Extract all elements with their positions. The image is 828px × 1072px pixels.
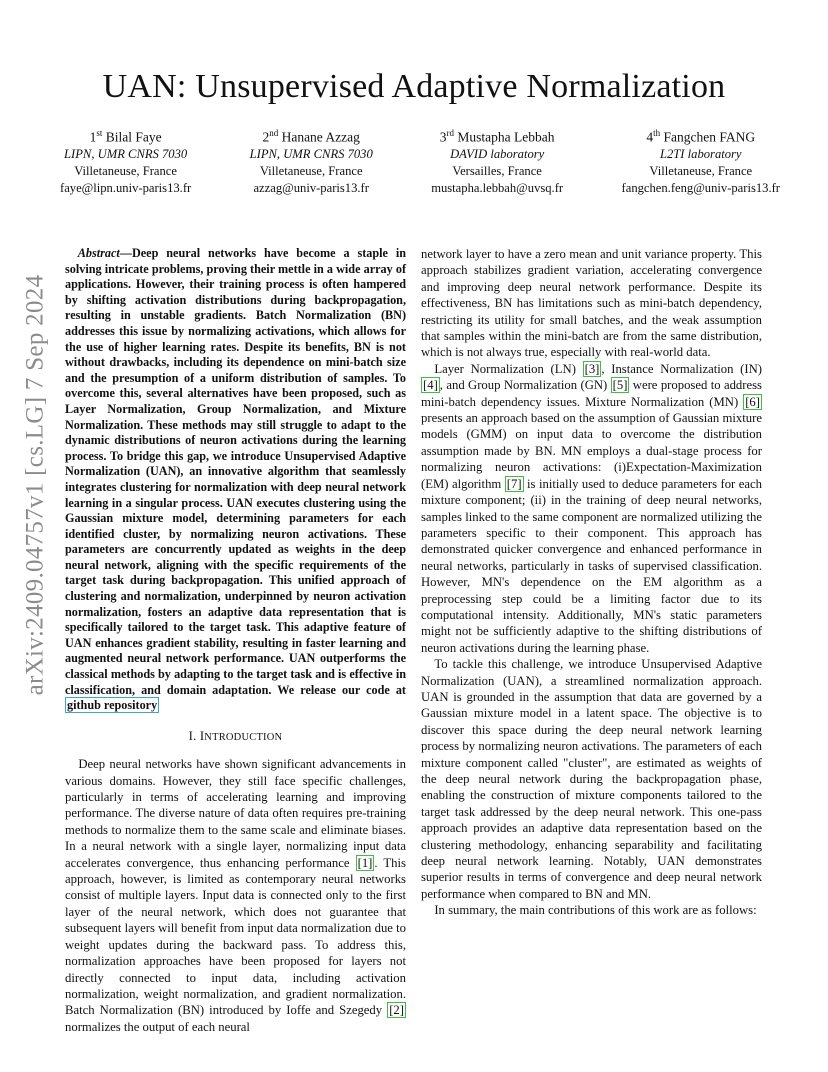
intro-paragraph-1: Deep neural networks have shown significant advancements in various domains. However, they still face specific challenges, particularly in terms of accelerating learning and improving performance. The diverse nature of data often requires pre-training methods to normalize them to the same scale and eliminate biases. In a neural network with a single layer, normalizing input data accelerates convergence, thus enhancing performance [1] . This approach, however, is limited as contemporary neural networks consist of multiple layers. Input data is connected only to the first layer of the neural network, which does not guarantee that subsequent layers will benefit from input data normalization due to weight updates during the backward pass. To address this, normalization approaches have been proposed for layers not directly connected to input data, including activation normalization, weight normalization, and gradient normalization. Batch Normalization (BN) introduced by Ioffe and Szegedy [2] normalizes the output of each neural xyxy=(65,757,406,1034)
intro-paragraph-1-continued: network layer to have a zero mean and unit variance property. This approach stabilizes gradient variation, accelerating convergence and improving deep neural network performance. Despite its effectiveness, BN has limitations such as mini-batch dependency, restricting its utility for small batches, and the weak assumption that samples within the mini-batch are from the same distribution, which is not always true, especially with real-world data. xyxy=(421,247,762,360)
intro-paragraph-4: In summary, the main contributions of this work are as follows: xyxy=(434,903,757,918)
author-name: Mustapha Lebbah xyxy=(457,129,555,145)
author-block xyxy=(60,125,780,197)
author-4: 4th Fangchen FANG L2TI laboratory Villetaneuse, France fangchen.feng@univ-paris13.fr xyxy=(621,128,780,195)
intro-paragraph-2: Layer Normalization (LN) [3] , Instance Normalization (IN) [4] , and Group Normalization (GN) [5] were proposed to address mini-batch dependency issues. Mixture Normalization (MN) [6] presents an approach based on the assumption of Gaussian mixture models (GMM) on input data to overcome the distribution assumption made by BN. MN employs a dual-stage process for normalizing neuron activations: (i)Expectation-Maximization (EM) algorithm [7] is initially used to deduce parameters for each mixture component; (ii) in the training of deep neural networks, samples linked to the same component are normalized utilizing the parameters specific to their component. This approach has demonstrated quicker convergence and enhanced performance in neural networks, particularly in tasks of supervised classification. However, MN's dependence on the EM algorithm as a preprocessing step could be a limiting factor due to its computational intensity. Additionally, MN's static parameters might not be sufficiently adaptive to the shifting distributions of neuron activations during the learning phase. xyxy=(421,361,762,655)
abstract-label: Abstract xyxy=(77,246,120,260)
arxiv-side-stamp xyxy=(21,274,48,696)
arxiv-id: arXiv:2409.04757v1 [cs.LG] 7 Sep 2024 xyxy=(21,274,48,696)
abstract-text: —Deep neural networks have become a staple in solving intricate problems, proving their mettle in a wide array of applications. However, their training process is often hampered by shifting activation distributions during backpropagation, resulting in unstable gradients. Batch Normalization (BN) addresses this issue by normalizing activations, which allows for the use of higher learning rates. Despite its benefits, BN is not without drawbacks, including its dependence on mini-batch size and the presumption of a uniform distribution of samples. To overcome this, several alternatives have been proposed, such as Layer Normalization, Group Normalization, and Mixture Normalization. These methods may still struggle to adapt to the dynamic distributions of neuron activations during the learning process. To bridge this gap, we introduce Unsupervised Adaptive Normalization (UAN), an innovative algorithm that seamlessly integrates clustering for normalization with deep neural network learning in a singular process. UAN executes clustering using the Gaussian mixture model, determining parameters for each identified cluster, by normalizing neuron activations. These parameters are concurrently updated as weights in the deep neural network, aligning with the specific requirements of the target task during backpropagation. This unified approach of clustering and normalization, underpinned by neuron activation normalization, fosters an adaptive data representation that is specifically tailored to the target task. This adaptive feature of UAN enhances gradient stability, resulting in faster learning and augmented neural network performance. UAN outperforms the classical methods by adapting to the target task and is effective in classification, and domain adaptation. We release our code at xyxy=(65,246,406,697)
author-affiliation: LIPN, UMR CNRS 7030 xyxy=(64,146,188,161)
citation-link[interactable]: [2] xyxy=(389,1003,404,1018)
citation-link[interactable]: [5] xyxy=(612,378,628,393)
section-heading-introduction: I. INTRODUCTION xyxy=(188,728,283,743)
right-column xyxy=(421,246,762,919)
author-affiliation: LIPN, UMR CNRS 7030 xyxy=(249,146,373,161)
author-location: Versailles, France xyxy=(452,163,542,178)
author-affiliation: L2TI laboratory xyxy=(660,146,742,161)
author-2: 2nd Hanane Azzag LIPN, UMR CNRS 7030 Villetaneuse, France azzag@univ-paris13.fr xyxy=(249,128,373,195)
github-repository-link[interactable]: github repository xyxy=(67,698,158,713)
author-email[interactable]: faye@lipn.univ-paris13.fr xyxy=(60,180,192,195)
citation-link[interactable]: [7] xyxy=(506,476,522,491)
left-column xyxy=(65,246,406,1035)
author-3: 3rd Mustapha Lebbah DAVID laboratory Versailles, France mustapha.lebbah@uvsq.fr xyxy=(431,128,564,195)
paper-title: UAN: Unsupervised Adaptive Normalization xyxy=(102,68,726,105)
citation-link[interactable]: [3] xyxy=(584,361,600,376)
author-name: Bilal Faye xyxy=(105,129,162,145)
author-email[interactable]: fangchen.feng@univ-paris13.fr xyxy=(621,180,780,195)
author-affiliation: DAVID laboratory xyxy=(450,146,545,161)
abstract xyxy=(65,246,406,714)
author-location: Villetaneuse, France xyxy=(74,163,177,178)
citation-link[interactable]: [6] xyxy=(745,394,760,409)
citation-link[interactable]: [4] xyxy=(423,378,438,393)
author-name: Fangchen FANG xyxy=(663,129,756,145)
author-email[interactable]: mustapha.lebbah@uvsq.fr xyxy=(431,180,564,195)
author-location: Villetaneuse, France xyxy=(649,163,753,178)
citation-link[interactable]: [1] xyxy=(357,855,373,870)
author-1: 1st Bilal Faye LIPN, UMR CNRS 7030 Villetaneuse, France faye@lipn.univ-paris13.fr xyxy=(60,128,192,195)
author-location: Villetaneuse, France xyxy=(259,163,363,178)
author-name: Hanane Azzag xyxy=(281,129,360,145)
author-email[interactable]: azzag@univ-paris13.fr xyxy=(253,180,369,195)
intro-paragraph-3: To tackle this challenge, we introduce Unsupervised Adaptive Normalization (UAN), a streamlined normalization approach. UAN is grounded in the assumption that data are governed by a Gaussian mixture model in a latent space. The objective is to discover this space during the deep neural network learning process by normalizing neuron activations. The parameters of each mixture component called "cluster", are estimated as weights of the deep neural network during the backpropagation phase, enabling the construction of mixture components tailored to the target task addressed by the deep neural network. This one-pass approach provides an adaptive data representation based on the clustering methodology, enhancing separability and facilitating deep neural network learning. Notably, UAN demonstrates superior results in terms of convergence and deep neural network performance when compared to BN and MN. xyxy=(421,657,762,901)
